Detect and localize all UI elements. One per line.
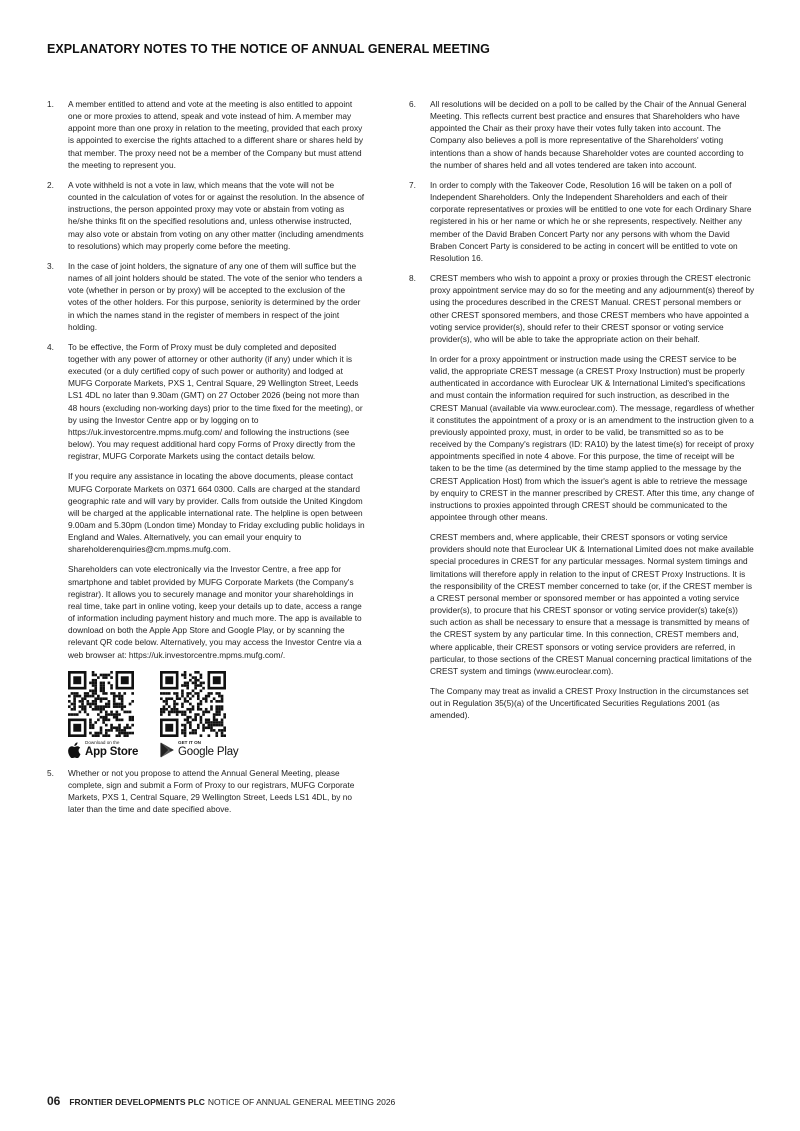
note-8 xyxy=(409,272,756,721)
note-paragraph: All resolutions will be decided on a poll to be called by the Chair of the Annual General Meeting. This reflects current best practice and ensures that Shareholders who have appointed the Chair as their proxy have their votes fully taken into account. The Company also believes a poll is more representative of the Shareholders' voting intentions than a show of hands because Shareholder votes are counted according to the number of shares held and all votes tendered are taken into account. xyxy=(430,99,747,170)
note-3 xyxy=(47,260,365,333)
note-5 xyxy=(47,767,365,816)
note-number: 6. xyxy=(409,99,416,109)
note-paragraph: A member entitled to attend and vote at the meeting is also entitled to appoint one or more proxies to attend, speak and vote instead of him. A member may appoint more than one proxy in relation to the meeting, provided that each proxy is appointed to exercise the rights attached to a different share or shares held by that member. The proxy need not be a member of the Company but must attend the meeting to represent you. xyxy=(68,99,364,170)
page-number: 06 xyxy=(47,1094,61,1108)
note-number: 8. xyxy=(409,273,416,284)
note-number: 3. xyxy=(47,260,54,271)
page-footer xyxy=(47,1094,395,1108)
left-column xyxy=(47,98,365,823)
note-paragraph: In order for a proxy appointment or instruction made using the CREST service to be valid, the appropriate CREST message (a CREST Proxy Instruction) must be properly authenticated in accordance with Euroclear UK & International Limited's specifications and must contain the information required for such instruction, as described in the CREST Manual (available via www.euroclear.com). The message, regardless of whether it constitutes the appointment of a proxy or is an amendment to the instruction given to a previously appointed proxy, must, in order to be valid, be transmitted so as to be received by the Company's registrars (ID: RA10) by the latest time(s) for receipt of proxy appointments specified in note 4 above. For this purpose, the time of receipt will be taken to be the time (as determined by the time stamp applied to the message by the CREST Application Host) from which the issuer's agent is able to retrieve the message by enquiry to CREST in the manner prescribed by CREST. After this time, any change of instructions to proxies appointed through CREST should be communicated to the appointee through other means. xyxy=(430,353,755,522)
note-paragraph: Whether or not you propose to attend the Annual General Meeting, please complete, sign and submit a Form of Proxy to our registrars, MUFG Corporate Markets, PXS 1, Central Square, 29 Wellington Street, Leeds LS1 4DL, by no later than the time and date specified above. xyxy=(68,767,355,815)
note-paragraph: CREST members who wish to appoint a proxy or proxies through the CREST electronic proxy appointment service may do so for the meeting and any adjournment(s) thereof by using the procedures described in the CREST Manual. CREST personal members or other CREST sponsored members, and those CREST members who have appointed a voting service provider(s), should refer to their CREST sponsor or voting service provider(s), who will be able to take the appropriate action on their behalf. xyxy=(430,273,755,344)
note-2 xyxy=(47,179,365,252)
google-play-badge[interactable] xyxy=(160,741,238,759)
note-number: 4. xyxy=(47,341,54,352)
note-1 xyxy=(47,98,365,171)
note-paragraph: Shareholders can vote electronically via the Investor Centre, a free app for smartphone and tablet provided by MUFG Corporate Markets (the Company's registrar). It allows you to securely manage and monitor your shareholdings in real time, take part in online voting, keep your details up to date, access a range of information including payment history and much more. The app is available to download on both the Apple App Store and Google Play, or by scanning the relevant QR code below. Alternatively, you may access the Investor Centre via a web browser at: https://uk.investorcentre.mpms.mufg.com/. xyxy=(68,564,362,660)
page-title: EXPLANATORY NOTES TO THE NOTICE OF ANNUAL GENERAL MEETING xyxy=(47,42,490,56)
footer-company: FRONTIER DEVELOPMENTS PLC xyxy=(69,1097,205,1107)
app-store-small-label: Download on the xyxy=(85,740,120,746)
app-store-badge[interactable] xyxy=(68,741,138,759)
footer-document-title: NOTICE OF ANNUAL GENERAL MEETING 2026 xyxy=(207,1097,396,1107)
note-paragraph: The Company may treat as invalid a CREST Proxy Instruction in the circumstances set out in Regulation 35(5)(a) of the Uncertificated Securities Regulations 2001 (as amended). xyxy=(430,686,749,721)
note-paragraph: In order to comply with the Takeover Code, Resolution 16 will be taken on a poll of Independent Shareholders. Only the Independent Shareholders and each of their corporate representatives or proxies will be entitled to one vote for each Ordinary Share registered in his or her name or which he or she represents, respectively. Neither any member of the David Braben Concert Party nor any persons with whom the David Braben Concert Party is considered to be acting in concert will be entitled to vote on Resolution 16. xyxy=(430,179,752,263)
app-store-qr-code[interactable] xyxy=(68,671,134,737)
app-store-label: App Store xyxy=(85,745,139,758)
note-6 xyxy=(409,98,756,171)
note-number: 1. xyxy=(47,99,54,109)
note-paragraph: In the case of joint holders, the signature of any one of them will suffice but the names of all joint holders should be stated. The vote of the senior who tenders a vote (whether in person or by proxy) will be accepted to the exclusion of the votes of the other holders. For this purpose, seniority is determined by the order in which the names stand in the register of members in respect of the joint holding. xyxy=(68,260,363,332)
apple-icon xyxy=(68,742,81,758)
note-paragraph: To be effective, the Form of Proxy must be duly completed and deposited together with any power of attorney or other authority (if any) under which it is executed (or a duly certified copy of such power or authority) and lodged at MUFG Corporate Markets, PXS 1, Central Square, 29 Wellington Street, Leeds LS1 4DL no later than 9.30am (GMT) on 27 October 2026 (being not more than 48 hours (excluding non-working days) prior to the time fixed for the meeting), or by using the Investor Centre app or by logging on to https://uk.investorcentre.mpms.mufg.com/ and following the instructions (see below). You may request additional hard copy Forms of Proxy directly from the registrar, MUFG Corporate Markets using the contact details below. xyxy=(68,341,363,462)
google-play-icon xyxy=(160,742,174,758)
note-number: 7. xyxy=(409,179,416,190)
app-download-section xyxy=(68,671,365,759)
note-number: 2. xyxy=(47,179,54,190)
note-number: 5. xyxy=(47,767,54,778)
note-paragraph: A vote withheld is not a vote in law, which means that the vote will not be counted in the calculation of votes for or against the resolution. In the absence of instructions, the person appointed proxy may vote or abstain from voting as he/she thinks fit on the specified resolutions and, unless otherwise instructed, may also vote or abstain from voting on any other matter (including amendments to resolutions) which may properly come before the meeting. xyxy=(68,179,365,251)
note-paragraph: If you require any assistance in locating the above documents, please contact MUFG Corporate Markets on 0371 664 0300. Calls are charged at the standard geographic rate and will vary by provider. Calls from outside the United Kingdom will be charged at the applicable international rate. The helpline is open between 9.00am and 5.30pm (London time) Monday to Friday excluding public holidays in England and Wales. Alternatively, you can email your enquiry to shareholderenquiries@cm.mpms.mufg.com. xyxy=(68,471,365,555)
right-column xyxy=(409,98,756,730)
google-play-qr-code[interactable] xyxy=(160,671,226,737)
note-4 xyxy=(47,341,365,759)
google-play-label: Google Play xyxy=(178,745,239,758)
note-7 xyxy=(409,179,756,264)
note-paragraph: CREST members and, where applicable, their CREST sponsors or voting service providers should note that Euroclear UK & International Limited does not make available special procedures in CREST for any particular messages. Normal system timings and limitations will therefore apply in relation to the input of CREST Proxy Instructions. It is the responsibility of the CREST member concerned to take (or, if the CREST member is a CREST personal member or sponsored member or has appointed a voting service provider(s), to procure that his CREST sponsor or voting service provider(s) take(s)) such action as shall be necessary to ensure that a message is transmitted by means of the CREST system by any particular time. In this connection, CREST members and, where applicable, their CREST sponsors or voting service providers are referred, in particular, to those sections of the CREST Manual concerning practical limitations of the CREST system and timings (www.euroclear.com). xyxy=(430,532,754,676)
google-play-small-label: GET IT ON xyxy=(178,740,201,746)
